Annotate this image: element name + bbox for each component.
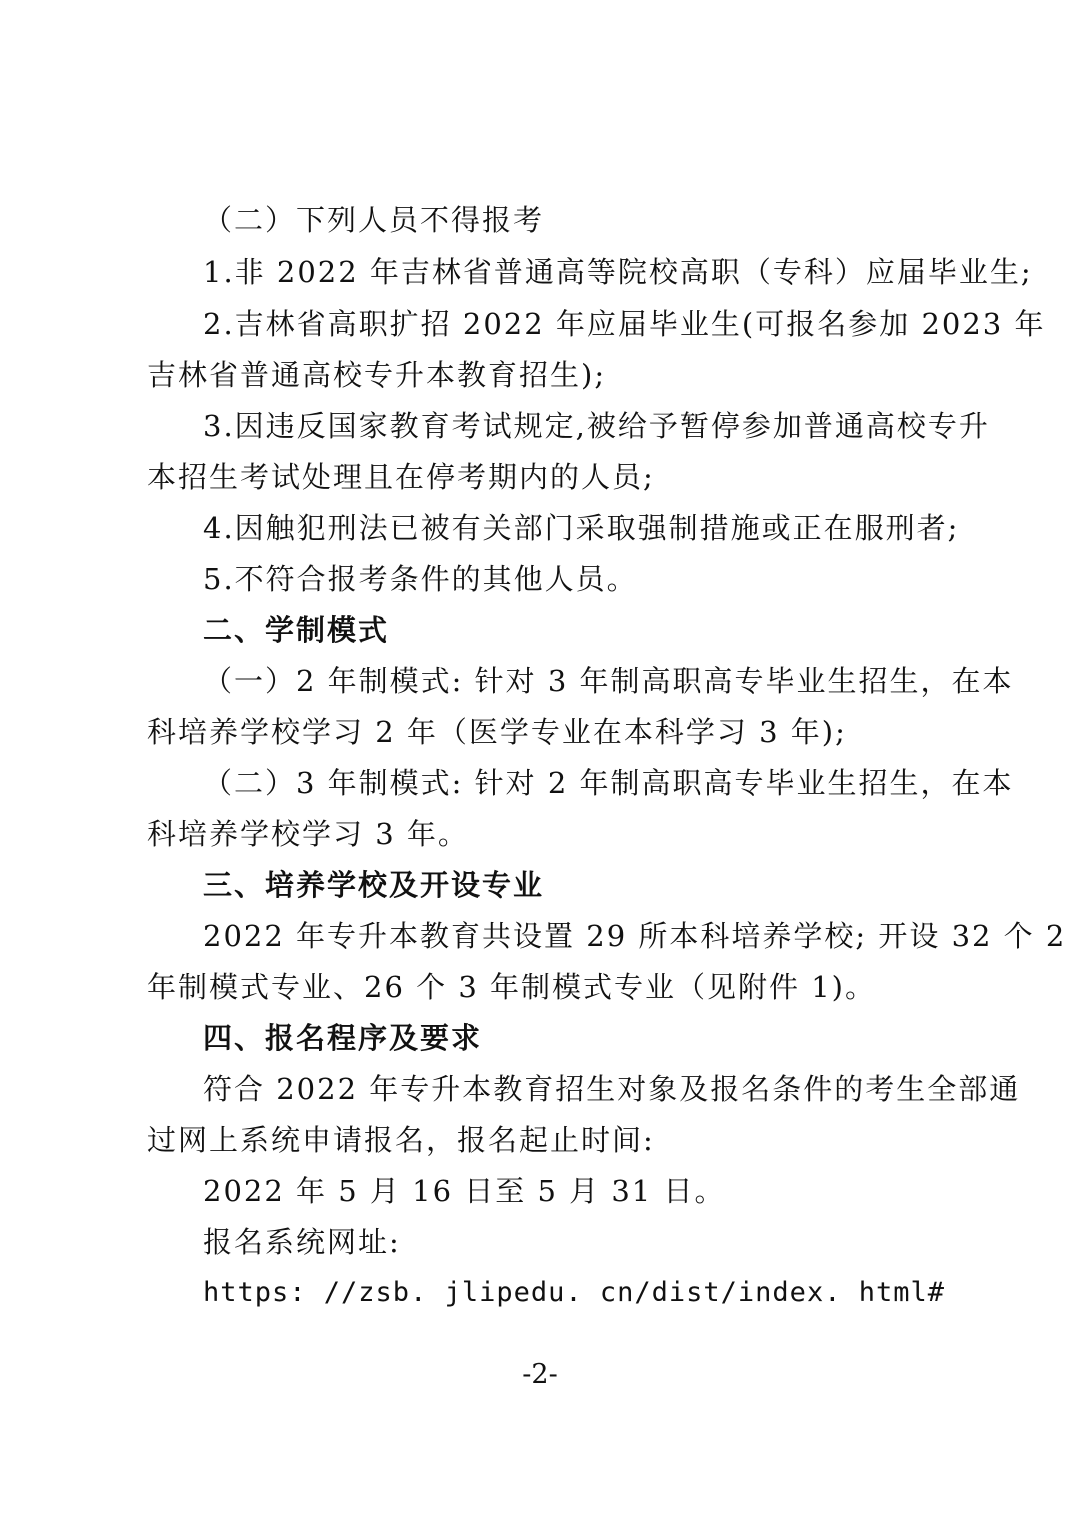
registration-url: https: //zsb. jlipedu. cn/dist/index. html#	[203, 1277, 945, 1308]
page-number: -2-	[522, 1359, 558, 1390]
paragraph-item-1: 1.非 2022 年吉林省普通高等院校高职（专科）应届毕业生;	[203, 255, 1033, 289]
paragraph-three-year-mode-cont: 科培养学校学习 3 年。	[147, 817, 469, 851]
paragraph-item-3: 3.因违反国家教育考试规定,被给予暂停参加普通高校专升	[203, 409, 990, 443]
paragraph-item-5: 5.不符合报考条件的其他人员。	[203, 562, 638, 596]
paragraph-schools-cont: 年制模式专业、26 个 3 年制模式专业（见附件 1)。	[147, 970, 876, 1004]
registration-url-label: 报名系统网址:	[203, 1225, 401, 1259]
paragraph-item-2-cont: 吉林省普通高校专升本教育招生);	[147, 358, 607, 392]
paragraph-item-4: 4.因触犯刑法已被有关部门采取强制措施或正在服刑者;	[203, 511, 960, 545]
section-heading-2: 二、学制模式	[203, 613, 390, 647]
paragraph-registration: 符合 2022 年专升本教育招生对象及报名条件的考生全部通	[203, 1072, 1021, 1106]
paragraph-item-3-cont: 本招生考试处理且在停考期内的人员;	[147, 460, 655, 494]
section-heading-4: 四、报名程序及要求	[203, 1021, 483, 1055]
section-heading-3: 三、培养学校及开设专业	[203, 868, 545, 902]
paragraph-two-year-mode-cont: 科培养学校学习 2 年（医学专业在本科学习 3 年);	[147, 715, 847, 749]
paragraph-three-year-mode: （二）3 年制模式: 针对 2 年制高职高专毕业生招生，在本	[203, 766, 1014, 800]
sub-heading-excluded-persons: （二）下列人员不得报考	[203, 203, 545, 237]
registration-dates: 2022 年 5 月 16 日至 5 月 31 日。	[203, 1174, 726, 1208]
paragraph-item-2: 2.吉林省高职扩招 2022 年应届毕业生(可报名参加 2023 年	[203, 307, 1046, 341]
paragraph-schools: 2022 年专升本教育共设置 29 所本科培养学校; 开设 32 个 2	[203, 919, 1067, 953]
paragraph-registration-cont: 过网上系统申请报名，报名起止时间:	[147, 1123, 655, 1157]
paragraph-two-year-mode: （一）2 年制模式: 针对 3 年制高职高专毕业生招生，在本	[203, 664, 1014, 698]
